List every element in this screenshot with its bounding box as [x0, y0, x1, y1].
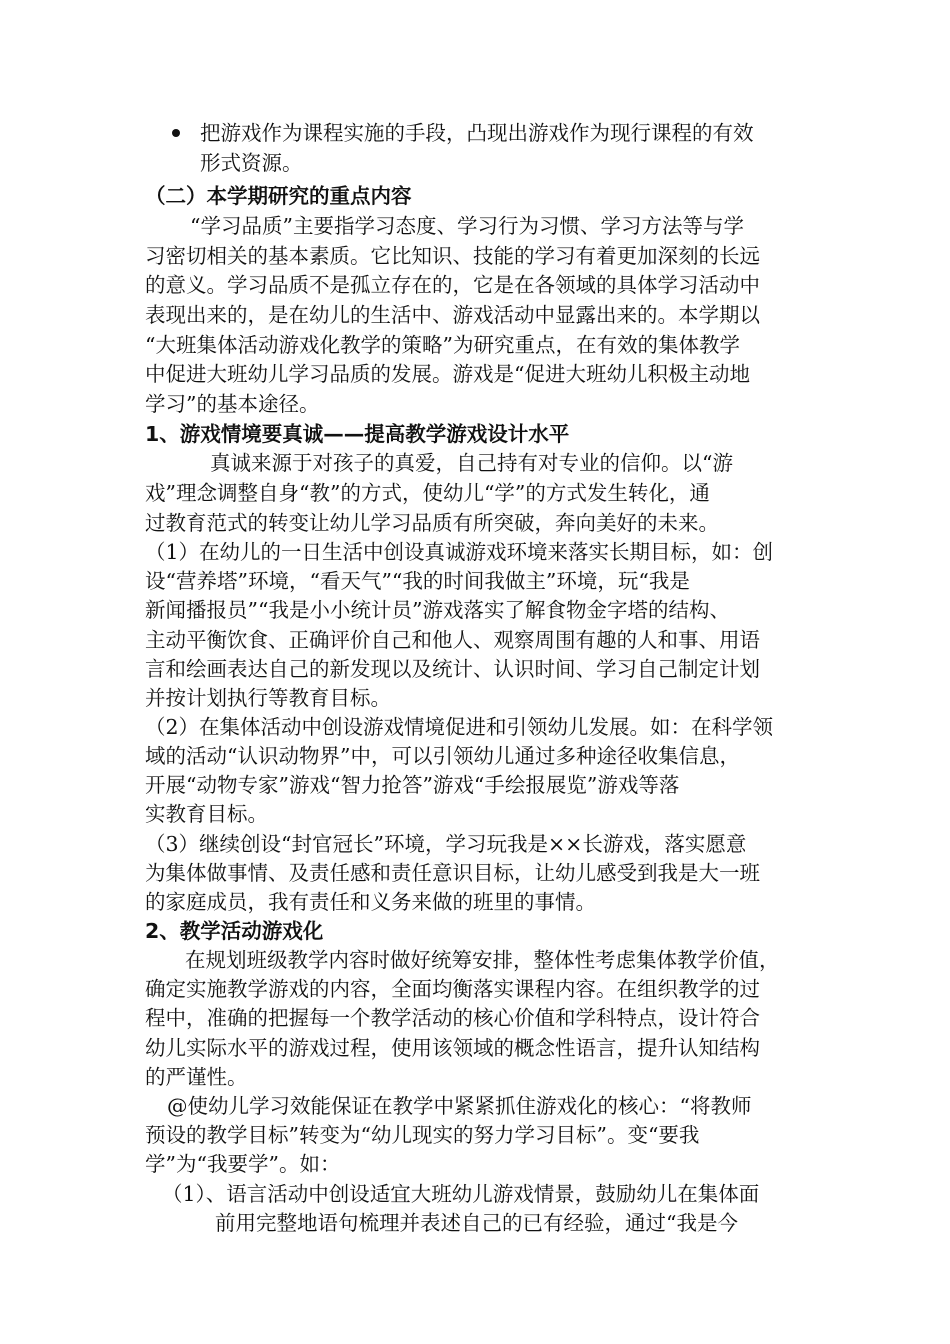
- list-item-line: 开展“动物专家”游戏“智力抢答”游戏“手绘报展览”游戏等落: [145, 773, 680, 797]
- list-item-line: 新闻播报员”“我是小小统计员”游戏落实了解食物金字塔的结构、: [145, 598, 730, 622]
- list-item-line: 实教育目标。: [145, 802, 268, 826]
- paragraph-line: 确定实施教学游戏的内容，全面均衡落实课程内容。在组织教学的过: [145, 977, 760, 1001]
- bullet-dot-icon: [172, 129, 180, 137]
- subsection-heading: 2、教学活动游戏化: [145, 919, 324, 943]
- paragraph-line: 的意义。学习品质不是孤立存在的，它是在各领域的具体学习活动中: [145, 273, 760, 297]
- list-item-line: 前用完整地语句梳理并表述自己的已有经验，通过“我是今: [215, 1211, 738, 1235]
- list-item-line: 设“营养塔”环境，“看天气”“我的时间我做主”环境，玩“我是: [145, 569, 690, 593]
- paragraph-line: 真诚来源于对孩子的真爱，自己持有对专业的信仰。以“游: [210, 451, 733, 475]
- list-item-line: 言和绘画表达自己的新发现以及统计、认识时间、学习自己制定计划: [145, 657, 760, 681]
- subsection-heading: 1、游戏情境要真诚——提高教学游戏设计水平: [145, 422, 570, 446]
- list-item-line: 主动平衡饮食、正确评价自己和他人、观察周围有趣的人和事、用语: [145, 628, 760, 652]
- paragraph-line: “大班集体活动游戏化教学的策略”为研究重点，在有效的集体教学: [145, 333, 740, 357]
- paragraph-line: @使幼儿学习效能保证在教学中紧紧抓住游戏化的核心：“将教师: [167, 1094, 752, 1118]
- list-item-line: 为集体做事情、及责任感和责任意识目标，让幼儿感受到我是大一班: [145, 861, 760, 885]
- paragraph-line: 预设的教学目标”转变为“幼儿现实的努力学习目标”。变“要我: [145, 1123, 700, 1147]
- list-item-line: 的家庭成员，我有责任和义务来做的班里的事情。: [145, 890, 596, 914]
- section-heading: （二）本学期研究的重点内容: [145, 184, 412, 208]
- list-item-line: 并按计划执行等教育目标。: [145, 686, 391, 710]
- paragraph-line: 戏”理念调整自身“教”的方式，使幼儿“学”的方式发生转化，通: [145, 481, 710, 505]
- paragraph-line: 表现出来的，是在幼儿的生活中、游戏活动中显露出来的。本学期以: [145, 303, 760, 327]
- paragraph-line: 中促进大班幼儿学习品质的发展。游戏是“促进大班幼儿积极主动地: [145, 362, 750, 386]
- paragraph-line: 习密切相关的基本素质。它比知识、技能的学习有着更加深刻的长远: [145, 244, 760, 268]
- list-item-line: （3）继续创设“封官冠长”环境，学习玩我是××长游戏，落实愿意: [145, 832, 747, 856]
- paragraph-line: 的严谨性。: [145, 1065, 248, 1089]
- list-item-line: （1）在幼儿的一日生活中创设真诚游戏环境来落实长期目标，如：创: [145, 540, 774, 564]
- list-item-line: （2）在集体活动中创设游戏情境促进和引领幼儿发展。如：在科学领: [145, 715, 774, 739]
- paragraph-line: “学习品质”主要指学习态度、学习行为习惯、学习方法等与学: [190, 214, 744, 238]
- bullet-item-line: 把游戏作为课程实施的手段，凸现出游戏作为现行课程的有效: [200, 121, 754, 145]
- paragraph-line: 过教育范式的转变让幼儿学习品质有所突破，奔向美好的未来。: [145, 511, 719, 535]
- bullet-item-line: 形式资源。: [200, 151, 303, 175]
- paragraph-line: 学习”的基本途径。: [145, 392, 320, 416]
- paragraph-line: 程中，准确的把握每一个教学活动的核心价值和学科特点，设计符合: [145, 1006, 760, 1030]
- paragraph-line: 幼儿实际水平的游戏过程，使用该领域的概念性语言，提升认知结构: [145, 1036, 760, 1060]
- list-item-line: 域的活动“认识动物界”中，可以引领幼儿通过多种途径收集信息，: [145, 744, 740, 768]
- list-item-line: （1）、语言活动中创设适宜大班幼儿游戏情景，鼓励幼儿在集体面: [162, 1182, 760, 1206]
- paragraph-line: 在规划班级教学内容时做好统筹安排，整体性考虑集体教学价值，: [185, 948, 780, 972]
- paragraph-line: 学”为“我要学”。如：: [145, 1152, 341, 1176]
